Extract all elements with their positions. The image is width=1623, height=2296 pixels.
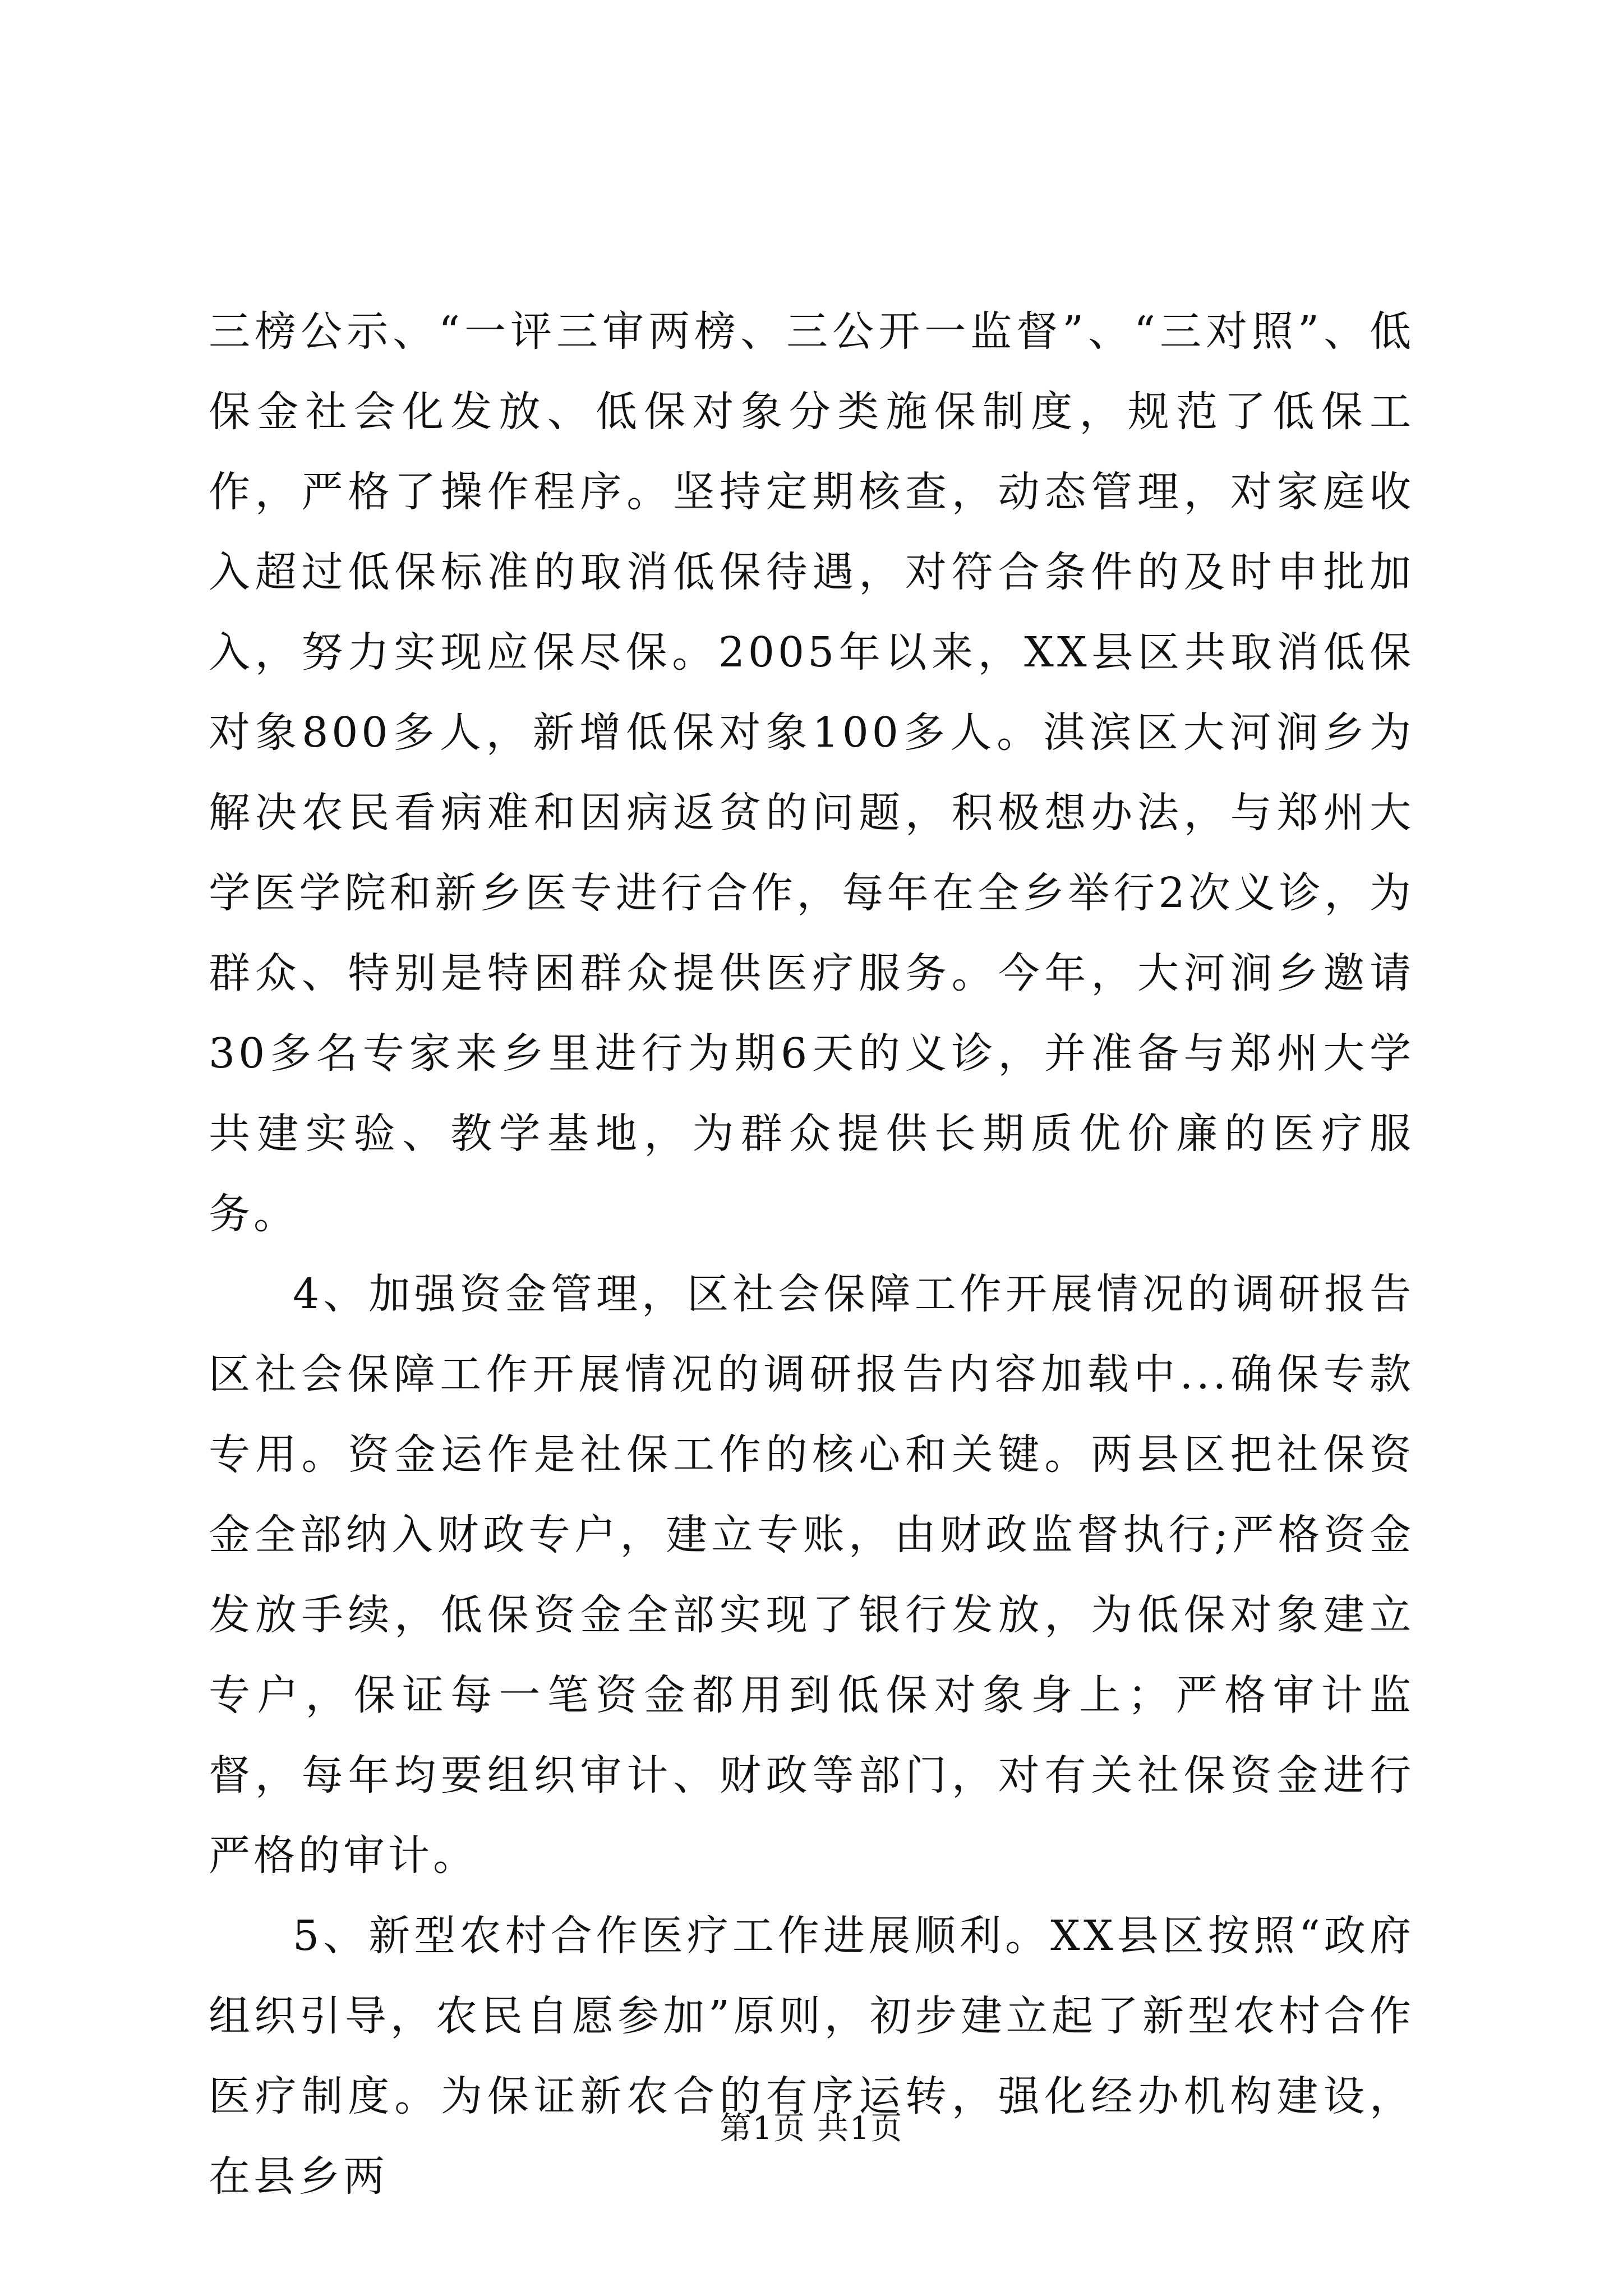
document-body: [209, 292, 1414, 2217]
paragraph-1: 三榜公示、“一评三审两榜、三公开一监督”、“三对照”、低保金社会化发放、低保对象分类施保制度，规范了低保工作，严格了操作程序。坚持定期核查，动态管理，对家庭收入超过低保标准的取消低保待遇，对符合条件的及时申批加入，努力实现应保尽保。2005年以来，XX县区共取消低保对象800多人，新增低保对象100多人。淇滨区大河涧乡为解决农民看病难和因病返贫的问题，积极想办法，与郑州大学医学院和新乡医专进行合作，每年在全乡举行2次义诊，为群众、特别是特困群众提供医疗服务。今年，大河涧乡邀请30多名专家来乡里进行为期6天的义诊，并准备与郑州大学共建实验、教学基地，为群众提供长期质优价廉的医疗服务。: [209, 307, 1414, 1238]
paragraph-2: 4、加强资金管理，区社会保障工作开展情况的调研报告区社会保障工作开展情况的调研报告内容加载中...确保专款专用。资金运作是社保工作的核心和关键。两县区把社保资金全部纳入财政专户，建立专账，由财政监督执行;严格资金发放手续，低保资金全部实现了银行发放，为低保对象建立专户，保证每一笔资金都用到低保对象身上；严格审计监督，每年均要组织审计、财政等部门，对有关社保资金进行严格的审计。: [209, 1270, 1414, 1880]
page-number-footer: 第1页 共1页: [720, 2110, 903, 2147]
paragraph-3: 5、新型农村合作医疗工作进展顺利。XX县区按照“政府组织引导，农民自愿参加”原则，初步建立起了新型农村合作医疗制度。为保证新农合的有序运转，强化经办机构建设，在县乡两: [209, 1912, 1414, 2201]
